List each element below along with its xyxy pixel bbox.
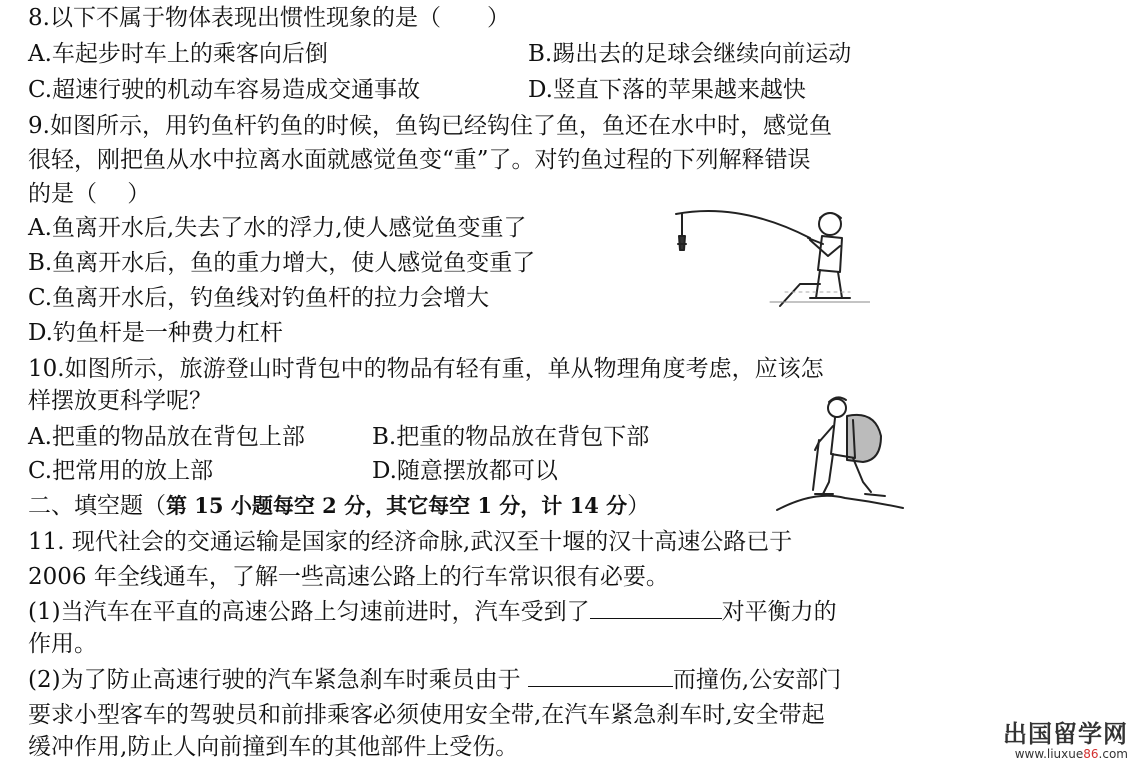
- q10-stem-line1: 10.如图所示，旅游登山时背包中的物品有轻有重，单从物理角度考虑，应该怎: [28, 356, 824, 382]
- section-2-heading: [28, 490, 650, 522]
- q9-stem-line3: 的是（ ）: [28, 181, 151, 207]
- q11-part1-line2: 作用。: [28, 631, 97, 657]
- q8-option-d: D.竖直下落的苹果越来越快: [528, 77, 806, 103]
- q8-option-b: B.踢出去的足球会继续向前运动: [528, 41, 852, 67]
- watermark: [1003, 721, 1128, 761]
- fishing-figure: [670, 192, 870, 312]
- q11-part2-blank[interactable]: [528, 664, 673, 687]
- q11-part1-text: (1)当汽车在平直的高速公路上匀速前进时，汽车受到了: [28, 599, 590, 625]
- q11-part1-text-after: 对平衡力的: [721, 599, 837, 625]
- section-2-scoring-note: 第 15 小题每空 2 分，其它每空 1 分，计 14 分: [166, 493, 628, 518]
- watermark-title: 出国留学网: [1003, 720, 1128, 748]
- q9-option-a: A.鱼离开水后,失去了水的浮力,使人感觉鱼变重了: [28, 215, 527, 241]
- q11-part2: [28, 664, 841, 696]
- q9-stem-line2: 很轻，刚把鱼从水中拉离水面就感觉鱼变“重”了。对钓鱼过程的下列解释错误: [28, 147, 811, 173]
- q8-option-c: C.超速行驶的机动车容易造成交通事故: [28, 77, 421, 103]
- q11-part2-line3: 缓冲作用,防止人向前撞到车的其他部件上受伤。: [28, 734, 519, 760]
- section-2-title: 二、填空题（: [28, 493, 166, 519]
- q9-option-c: C.鱼离开水后，钓鱼线对钓鱼杆的拉力会增大: [28, 285, 490, 311]
- q11-part1-blank[interactable]: [590, 596, 722, 619]
- watermark-url-prefix: www.liuxue: [1014, 747, 1084, 761]
- q10-stem-line2: 样摆放更科学呢？: [28, 388, 212, 414]
- q10-option-b: B.把重的物品放在背包下部: [372, 424, 650, 450]
- q10-option-d: D.随意摆放都可以: [372, 458, 558, 484]
- q11-part1: [28, 596, 837, 628]
- q8-stem: 8.以下不属于物体表现出惯性现象的是（ ）: [28, 5, 510, 31]
- q10-option-a: A.把重的物品放在背包上部: [28, 424, 305, 450]
- watermark-url-suffix: .com: [1098, 747, 1128, 761]
- q11-part2-line2: 要求小型客车的驾驶员和前排乘客必须使用安全带,在汽车紧急刹车时,安全带起: [28, 702, 825, 728]
- hiker-figure: [775, 390, 905, 515]
- watermark-url-number: 86: [1083, 747, 1099, 761]
- q9-option-d: D.钓鱼杆是一种费力杠杆: [28, 320, 283, 346]
- q10-option-c: C.把常用的放上部: [28, 458, 214, 484]
- q11-stem-line1: 11. 现代社会的交通运输是国家的经济命脉,武汉至十堰的汉十高速公路已于: [28, 529, 793, 555]
- q11-part2-text: (2)为了防止高速行驶的汽车紧急刹车时乘员由于: [28, 667, 528, 693]
- watermark-url: [1003, 747, 1128, 761]
- q9-stem-line1: 9.如图所示，用钓鱼杆钓鱼的时候，鱼钩已经钩住了鱼，鱼还在水中时，感觉鱼: [28, 113, 832, 139]
- q8-option-a: A.车起步时车上的乘客向后倒: [28, 41, 328, 67]
- q11-part2-text-after: 而撞伤,公安部门: [672, 667, 842, 693]
- q9-option-b: B.鱼离开水后，鱼的重力增大，使人感觉鱼变重了: [28, 250, 536, 276]
- q11-stem-line2: 2006 年全线通车，了解一些高速公路上的行车常识很有必要。: [28, 564, 669, 590]
- section-2-close: ）: [627, 493, 651, 519]
